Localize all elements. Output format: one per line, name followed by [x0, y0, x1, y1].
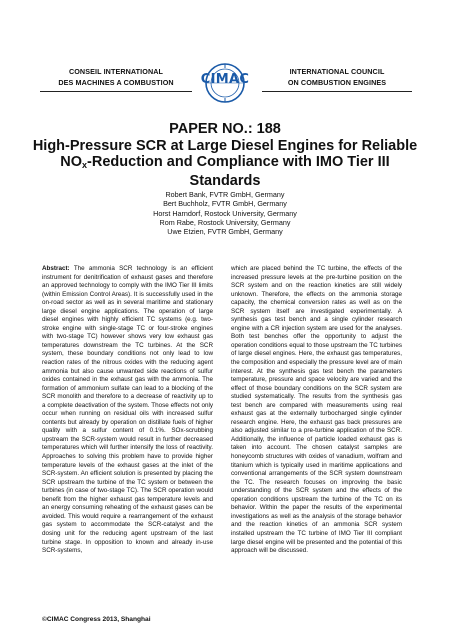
header-left-french	[40, 66, 192, 88]
logo-text: CIMAC	[200, 72, 250, 87]
author-3: Horst Harndorf, Rostock University, Germany	[153, 208, 297, 218]
footer-copyright: ©CIMAC Congress 2013, Shanghai	[42, 616, 151, 623]
header-right-line2: ON COMBUSTION ENGINES	[287, 78, 387, 87]
header-left-line2: DES MACHINES A COMBUSTION	[58, 78, 174, 87]
cimac-logo	[196, 62, 254, 104]
header-right-english	[262, 66, 412, 88]
author-5: Uwe Etzien, FVTR GmbH, Germany	[167, 227, 283, 237]
paper-number: PAPER NO.: 188	[169, 121, 281, 137]
header-right-rule	[262, 91, 412, 92]
header-left-rule	[40, 91, 192, 92]
abstract-label: Abstract:	[42, 265, 70, 272]
title-subscript: x	[82, 160, 88, 170]
abstract-text-left: The ammonia SCR technology is an efficient instrument for denitrification of exhaust gases and therefore an approved technology to comply with the IMO Tier III limits (within Emission Control Areas). It is successfully used in the on-road sector as well as in several maritime and stationary large diesel engine applications. The operation of large diesel engines with highly efficient TC systems (e.g. two-stroke engine with single-stage TC or four-stroke engines with two-stage TC) however shows very low exhaust gas temperatures downstream the TC turbines. At the SCR system, these boundary conditions not only lead to low reaction rates of the nitrous oxides with the reducing agent ammonia but also cause unwanted side reactions of sulfur oxides contained in the exhaust gas with the ammonia. The formation of ammonium sulfate can lead to a blocking of the SCR monolith and therefore to a decrease of reactivity up to a complete deactivation of the system. Those effects not only occur when running on residual oils with increased sulfur contents but already by operation on distillate fuels of higher quality with a sulfur content of 0.1%. SOx-scrubbing upstream the SCR-system would result in further decreased temperatures which will further intensify the loss of reactivity. Approaches to solving this problem have to provide higher temperature levels of the exhaust gases at the inlet of the SCR-system. An efficient solution is presented by placing the SCR upstream the turbine of the TC system or between the turbines (in case of two-stage TC). The SCR operation would benefit from the higher exhaust gas temperature levels and an energy consuming reheating of the exhaust gases can be avoided. This would require a rearrangement of the exhaust gas system to accommodate the SCR-catalyst and the dosing unit for the reducing agent upstream of the last turbine stage. In opposition to known and already in-use SCR-systems,	[42, 265, 214, 555]
paper-title	[30, 138, 420, 189]
author-2: Bert Buchholz, FVTR GmbH, Germany	[163, 199, 287, 209]
header-right-line1: INTERNATIONAL COUNCIL	[289, 67, 385, 76]
header-left-line1: CONSEIL INTERNATIONAL	[68, 67, 164, 76]
abstract-column-right	[231, 265, 402, 556]
abstract-text-right: which are placed behind the TC turbine, the effects of the increased pressure levels at the pre-turbine position on the SCR system and on the reaction kinetics are still widely unknown. Therefore, the effects on the ammonia storage capacity, the chemical conversion rates as well as on the SCR system itself are investigated experimentally. A synthesis gas test bench and a single cylinder research engine with a CR injection system are used for the analyses. Both test benches offer the opportunity to adjust the operation conditions equal to those upstream the TC turbines of large diesel engines. Here, the exhaust gas temperatures, the composition and especially the pressure level are of main interest. At the synthesis gas test bench the parameters temperature, pressure and space velocity are varied and the effect of those boundary conditions on the SCR system are studied systematically. The results from the synthesis gas test bench are compared with measurements using real exhaust gas at the externally turbocharged single cylinder research engine. Here, the exhaust gas back pressures are also adjusted similar to a pre-turbine application of the SCR. Additionally, the influence of particle loaded exhaust gas is taken into account. The chosen catalyst samples are honeycomb structures with oxides of vanadium, wolfram and titanium which is typically used in maritime applications and conventional arrangements of the SCR system downstream the TC. The research focuses on improving the basic understanding of the SCR system and the effects of the operation conditions upstream the turbine of the TC on its behavior. Within the paper the results of the experimental investigations as well as the analysis of the storage behavior and the reaction kinetics of an ammonia SCR system installed upstream the TC turbine of IMO Tier III compliant large diesel engine will be presented and the potential of this approach will be discussed.	[231, 265, 402, 555]
author-list	[0, 190, 450, 236]
title-part1: High-Pressure SCR at Large Diesel Engines for Reliable NO	[32, 138, 418, 170]
abstract-column-left	[42, 265, 213, 556]
author-4: Rom Rabe, Rostock University, Germany	[159, 217, 291, 227]
title-part2: -Reduction and Compliance with IMO Tier III Standards	[87, 154, 390, 189]
author-1: Robert Bank, FVTR GmbH, Germany	[165, 190, 285, 199]
